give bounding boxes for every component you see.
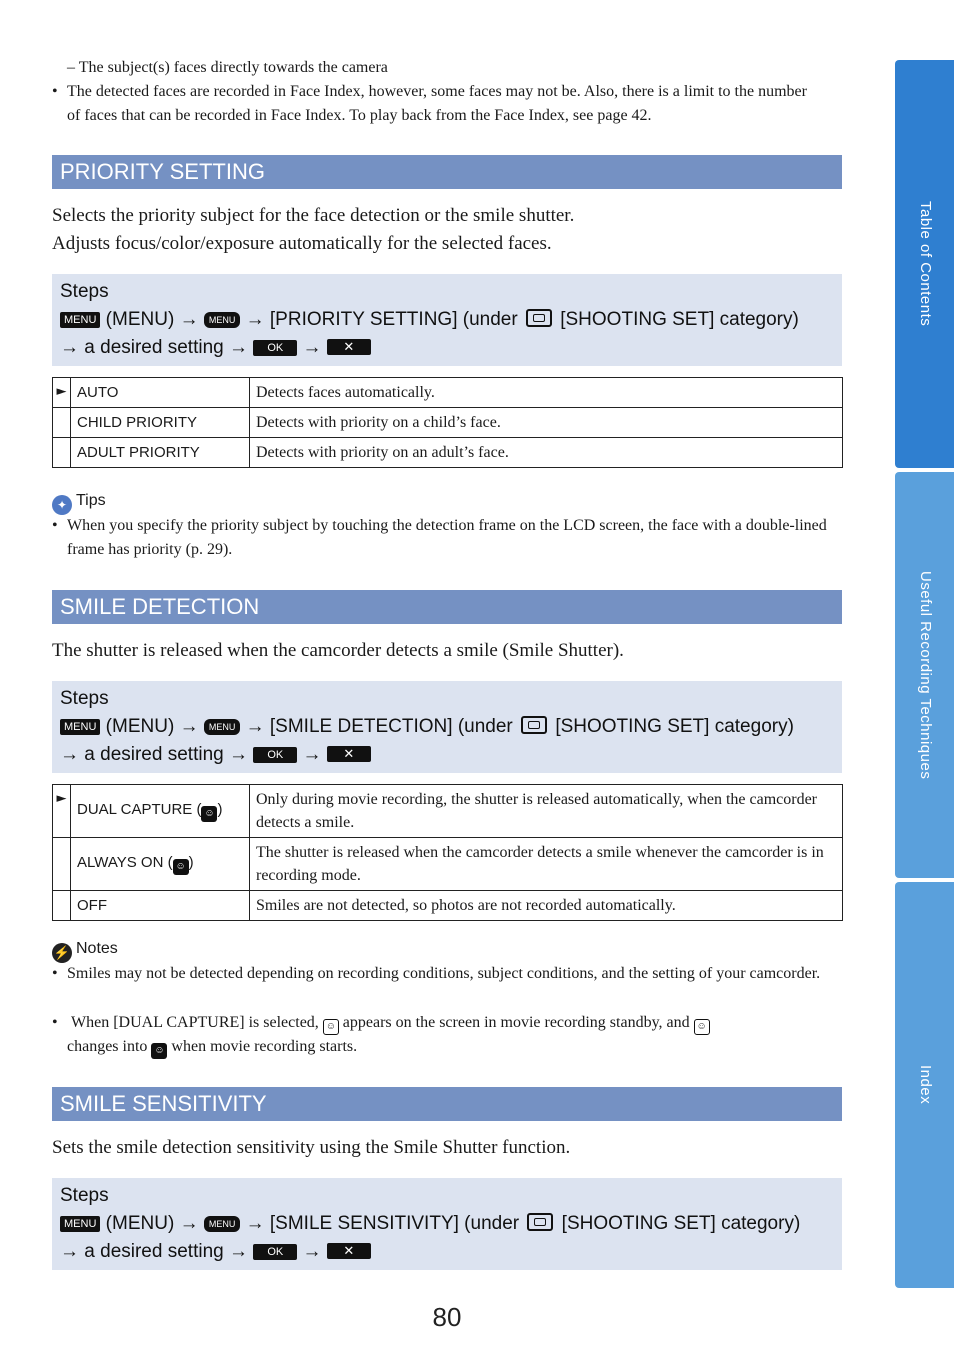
table-row bbox=[53, 408, 843, 438]
option-desc: Detects faces automatically. bbox=[250, 378, 843, 408]
priority-setting-header: PRIORITY SETTING bbox=[52, 155, 842, 189]
menu-key-icon: MENU bbox=[60, 719, 100, 735]
arrow-icon: → bbox=[302, 744, 322, 765]
option-name: OFF bbox=[71, 891, 250, 921]
table-row bbox=[53, 838, 843, 891]
close-button-icon: ✕ bbox=[327, 339, 371, 355]
steps-title: Steps bbox=[60, 281, 109, 302]
steps-desired-setting: a desired setting bbox=[84, 1241, 224, 1262]
smile-sensitivity-header: SMILE SENSITIVITY bbox=[52, 1087, 842, 1121]
tips-heading bbox=[52, 489, 106, 513]
notes-label: Notes bbox=[76, 940, 118, 957]
option-desc: The shutter is released when the camcorder detects a smile whenever the camcorder is in recording mode. bbox=[250, 838, 843, 891]
table-row bbox=[53, 438, 843, 468]
tab-label: Useful Recording Techniques bbox=[917, 570, 934, 780]
option-desc: Only during movie recording, the shutter is released automatically, when the camcorder detects a smile. bbox=[250, 785, 843, 838]
close-button-icon: ✕ bbox=[327, 1243, 371, 1259]
option-name: AUTO bbox=[71, 378, 250, 408]
table-row bbox=[53, 378, 843, 408]
intro-bullet: • The detected faces are recorded in Face Index, however, some faces may not be. Also, there is a limit to the number of faces that can be recorded in Face Index. To play back from the Face Index, see page 42. bbox=[52, 83, 807, 124]
smile-standby-icon: ☺ bbox=[694, 1019, 710, 1035]
menu-button-icon: MENU bbox=[204, 312, 241, 328]
arrow-icon: → bbox=[179, 309, 199, 330]
arrow-icon: → bbox=[228, 1241, 248, 1262]
smile-detection-header: SMILE DETECTION bbox=[52, 590, 842, 624]
priority-desc-2: Adjusts focus/color/exposure automatically for the selected faces. bbox=[52, 233, 552, 254]
table-row bbox=[53, 785, 843, 838]
option-desc: Smiles are not detected, so photos are not recorded automatically. bbox=[250, 891, 843, 921]
ok-button-icon: OK bbox=[253, 340, 297, 356]
ok-button-icon: OK bbox=[253, 1244, 297, 1260]
close-button-icon: ✕ bbox=[327, 746, 371, 762]
menu-key-icon: MENU bbox=[60, 312, 100, 328]
arrow-icon: → bbox=[179, 1213, 199, 1234]
arrow-icon: → bbox=[60, 1241, 79, 1262]
smile-sensitivity-desc: Sets the smile detection sensitivity using the Smile Shutter function. bbox=[52, 1137, 571, 1158]
arrow-icon: → bbox=[60, 337, 79, 358]
camera-shooting-icon bbox=[527, 1213, 553, 1231]
priority-options-table bbox=[52, 377, 843, 468]
arrow-icon: → bbox=[245, 716, 265, 737]
arrow-icon: → bbox=[302, 1241, 322, 1262]
menu-label: (MENU) bbox=[105, 716, 175, 737]
priority-steps-box bbox=[52, 274, 842, 366]
option-marker bbox=[53, 438, 71, 468]
menu-button-icon: MENU bbox=[204, 719, 241, 735]
notes-heading bbox=[52, 937, 118, 961]
steps-title: Steps bbox=[60, 688, 109, 709]
ok-button-icon: OK bbox=[253, 747, 297, 763]
menu-key-icon: MENU bbox=[60, 1216, 100, 1232]
steps-category: [SHOOTING SET] category) bbox=[560, 309, 799, 330]
menu-label: (MENU) bbox=[105, 1213, 175, 1234]
option-name: DUAL CAPTURE ( ☺ ) bbox=[71, 785, 250, 838]
steps-target: [PRIORITY SETTING] (under bbox=[269, 309, 518, 330]
tip-bullet: • When you specify the priority subject by touching the detection frame on the LCD screen, the face with a double-lined frame has priority (p. 29). bbox=[52, 517, 827, 558]
menu-label: (MENU) bbox=[105, 309, 175, 330]
arrow-icon: → bbox=[60, 744, 79, 765]
note-bullet: • When [DUAL CAPTURE] is selected, ☺ appears on the screen in movie recording standby, and ☺ changes into ☺ when movie recording starts. bbox=[52, 1011, 822, 1059]
arrow-icon: → bbox=[302, 337, 322, 358]
arrow-icon: → bbox=[245, 309, 265, 330]
tips-label: Tips bbox=[76, 492, 106, 509]
tab-index[interactable] bbox=[895, 882, 954, 1288]
smile-capture-icon: ☺ bbox=[173, 859, 189, 875]
smile-standby-icon: ☺ bbox=[323, 1019, 339, 1035]
menu-button-icon: MENU bbox=[204, 1216, 241, 1232]
steps-desired-setting: a desired setting bbox=[84, 337, 224, 358]
default-marker-icon: ► bbox=[53, 378, 71, 408]
option-desc: Detects with priority on a child’s face. bbox=[250, 408, 843, 438]
intro-dash-line: – The subject(s) faces directly towards the camera bbox=[67, 59, 388, 76]
arrow-icon: → bbox=[228, 744, 248, 765]
arrow-icon: → bbox=[245, 1213, 265, 1234]
camera-shooting-icon bbox=[521, 716, 547, 734]
smile-capture-icon: ☺ bbox=[151, 1043, 167, 1059]
steps-target: [SMILE SENSITIVITY] (under bbox=[269, 1213, 520, 1234]
tab-useful-recording-techniques[interactable] bbox=[895, 472, 954, 878]
smile-detection-options-table bbox=[52, 784, 843, 921]
steps-title: Steps bbox=[60, 1185, 109, 1206]
option-name: CHILD PRIORITY bbox=[71, 408, 250, 438]
default-marker-icon: ► bbox=[53, 785, 71, 838]
smile-capture-icon: ☺ bbox=[201, 806, 217, 822]
tab-label: Index bbox=[917, 1065, 934, 1105]
notes-warning-icon: ⚡ bbox=[52, 943, 72, 963]
option-name: ALWAYS ON ( ☺ ) bbox=[71, 838, 250, 891]
smile-detection-steps-box bbox=[52, 681, 842, 773]
camera-shooting-icon bbox=[526, 309, 552, 327]
tab-label: Table of Contents bbox=[917, 201, 934, 327]
table-row bbox=[53, 891, 843, 921]
note-bullet: • Smiles may not be detected depending on recording conditions, subject conditions, and the setting of your camcorder. bbox=[52, 965, 821, 982]
arrow-icon: → bbox=[228, 337, 248, 358]
smile-sensitivity-steps-box bbox=[52, 1178, 842, 1270]
lightbulb-icon: ✦ bbox=[52, 495, 72, 515]
option-name: ADULT PRIORITY bbox=[71, 438, 250, 468]
steps-category: [SHOOTING SET] category) bbox=[555, 716, 794, 737]
option-desc: Detects with priority on an adult’s face. bbox=[250, 438, 843, 468]
tab-table-of-contents[interactable] bbox=[895, 60, 954, 468]
page-number: 80 bbox=[432, 1302, 462, 1332]
option-marker bbox=[53, 408, 71, 438]
steps-target: [SMILE DETECTION] (under bbox=[269, 716, 513, 737]
option-marker bbox=[53, 891, 71, 921]
steps-desired-setting: a desired setting bbox=[84, 744, 224, 765]
option-marker bbox=[53, 838, 71, 891]
smile-detection-desc: The shutter is released when the camcorder detects a smile (Smile Shutter). bbox=[52, 640, 624, 661]
arrow-icon: → bbox=[179, 716, 199, 737]
priority-desc-1: Selects the priority subject for the face detection or the smile shutter. bbox=[52, 205, 575, 226]
steps-category: [SHOOTING SET] category) bbox=[561, 1213, 801, 1234]
